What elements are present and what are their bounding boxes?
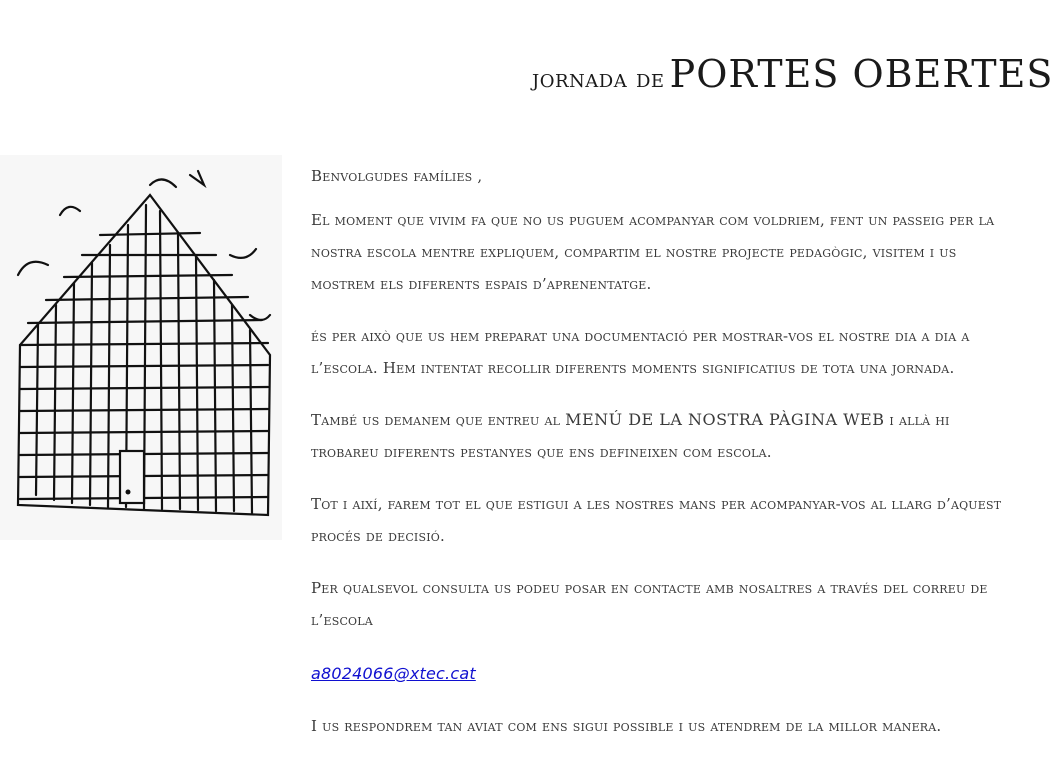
greeting-text: Benvolgudes famílies , [311, 167, 483, 185]
paragraph-3 [311, 404, 1006, 468]
page-title [532, 52, 1053, 96]
title-big-text: PORTES OBERTES [669, 52, 1053, 96]
email-paragraph [311, 656, 1006, 690]
paragraph-3-post: i allà hi trobareu diferents pestanyes que ens defineixen com escola. [311, 411, 950, 461]
school-logo [0, 155, 282, 540]
title-small-text: jornada de [532, 64, 665, 94]
main-content [311, 160, 1006, 762]
paragraph-2: és per això que us hem preparat una documentació per mostrar-vos el nostre dia a dia a l’escola. Hem intentat recollir diferents moments significatius de tota una jornada. [311, 327, 970, 377]
house-drawing-icon [0, 155, 282, 540]
paragraph-5: Per qualsevol consulta us podeu posar en contacte amb nosaltres a través del correu de l’escola [311, 579, 988, 629]
email-link[interactable]: a8024066@xtec.cat [311, 664, 476, 683]
paragraph-3-highlight: MENÚ DE LA NOSTRA PÀGINA WEB [565, 410, 885, 429]
paragraph-1: El moment que vivim fa que no us puguem acompanyar com voldriem, fent un passeig per la nostra escola mentre expliquem, compartim el nostre projecte pedagògic, visitem i us mostrem els diferents espais d’aprenentatge. [311, 211, 995, 293]
closing-text: I us respondrem tan aviat com ens sigui possible i us atendrem de la millor manera. [311, 717, 942, 735]
paragraph-4: Tot i així, farem tot el que estigui a les nostres mans per acompanyar-vos al llarg d’aquest procés de decisió. [311, 495, 1002, 545]
paragraph-3-pre: També us demanem que entreu al [311, 411, 566, 429]
